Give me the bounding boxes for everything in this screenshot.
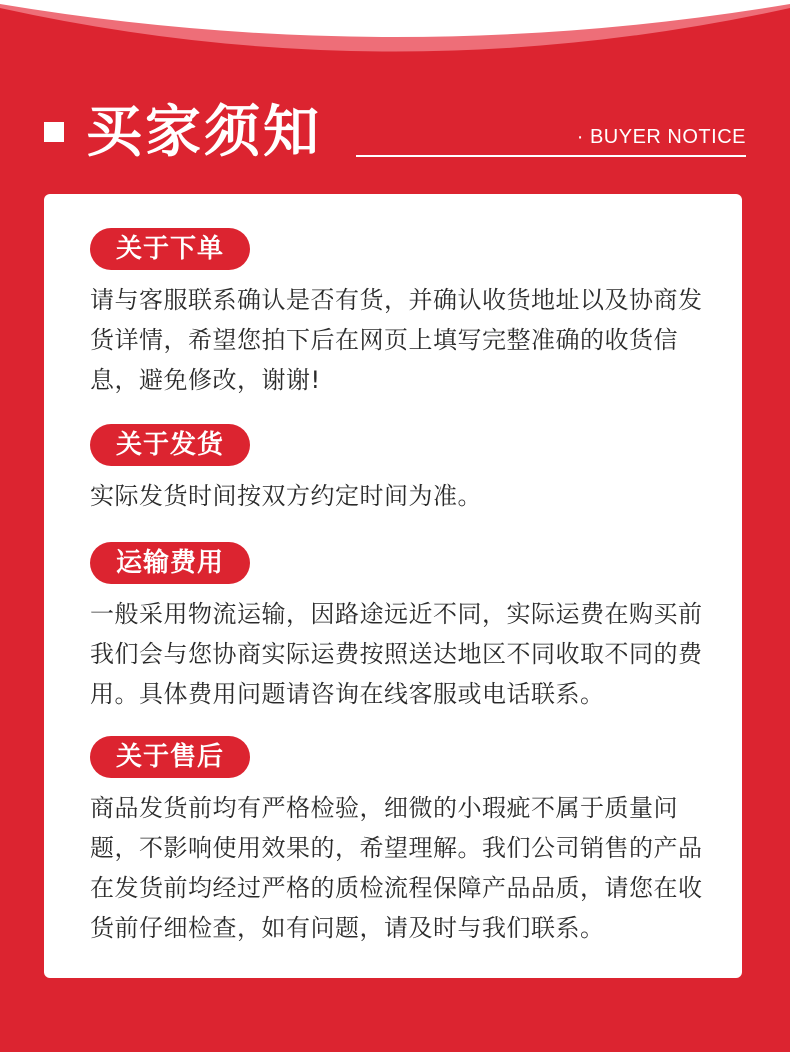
- section-body-text: 商品发货前均有严格检验，细微的小瑕疵不属于质量问题，不影响使用效果的，希望理解。我们公司销售的产品在发货前均经过严格的质检流程保障产品品质，请您在收货前仔细检查，如有问题，请及时与我们联系。: [90, 794, 703, 942]
- section-after-sales: [90, 736, 710, 948]
- section-body-text: 请与客服联系确认是否有货，并确认收货地址以及协商发货详情，希望您拍下后在网页上填写完整准确的收货信息，避免修改，谢谢!: [90, 286, 703, 394]
- notice-card: [44, 194, 742, 978]
- page-subtitle: · BUYER NOTICE: [576, 126, 746, 148]
- top-wave-decoration: [0, 0, 790, 60]
- header-divider: [356, 155, 746, 157]
- section-heading-badge: 关于售后: [90, 736, 250, 778]
- section-heading-badge: 运输费用: [90, 542, 250, 584]
- section-body-text: 一般采用物流运输，因路途远近不同，实际运费在购买前我们会与您协商实际运费按照送达地区不同收取不同的费用。具体费用问题请咨询在线客服或电话联系。: [90, 600, 703, 708]
- section-ordering: [90, 228, 710, 400]
- header-square-icon: [44, 122, 64, 142]
- section-heading-badge: 关于发货: [90, 424, 250, 466]
- page-title: 买家须知: [86, 100, 322, 165]
- section-freight: [90, 542, 710, 714]
- section-heading-badge: 关于下单: [90, 228, 250, 270]
- section-shipping: [90, 424, 710, 516]
- section-body-text: 实际发货时间按双方约定时间为准。: [90, 482, 482, 510]
